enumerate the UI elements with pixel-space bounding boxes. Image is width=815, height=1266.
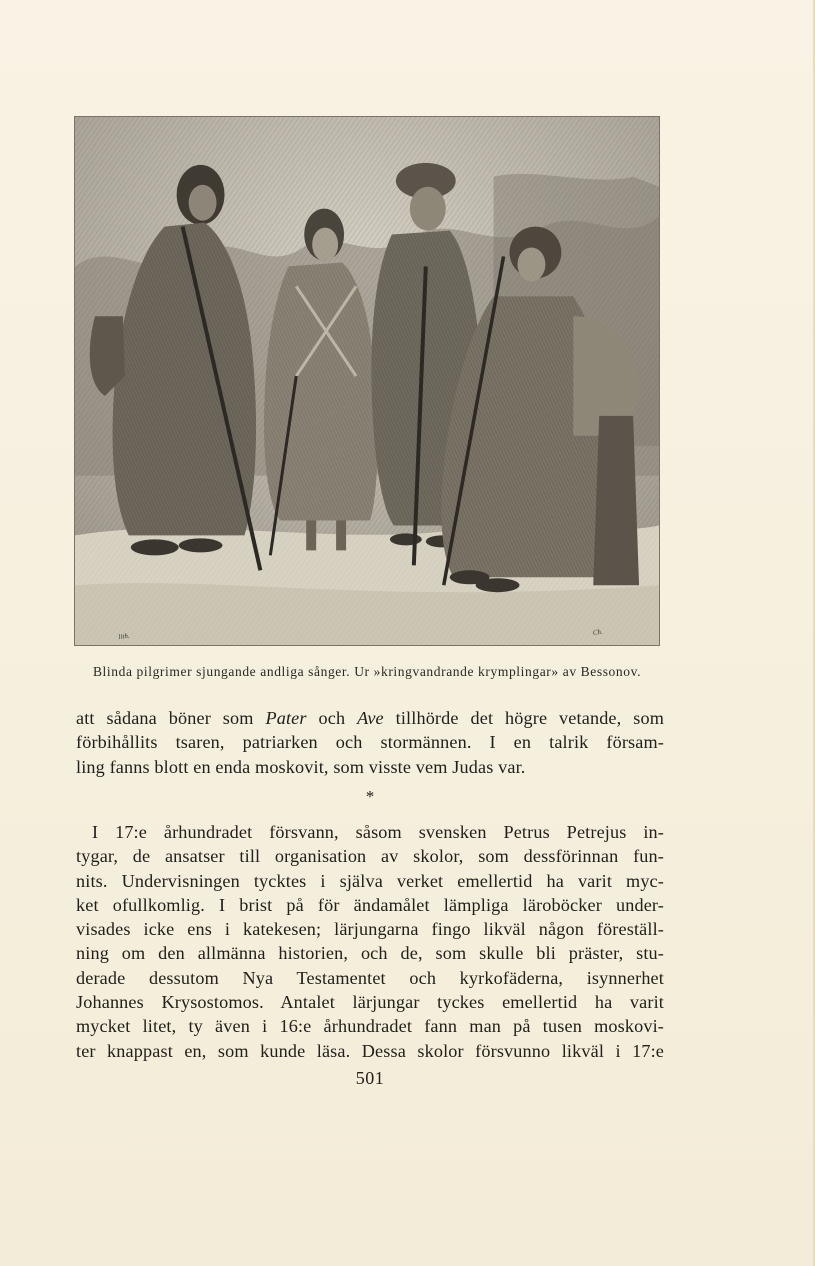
- paragraph-1-line-1: [76, 706, 664, 730]
- paragraph-2-line: tygar, de ansatser till organisation av skolor, som dessförinnan fun-: [76, 846, 664, 867]
- paragraph-2-line: mycket litet, ty även i 16:e århundradet fann man på tusen moskovi-: [76, 1016, 664, 1037]
- italic-term-pater: Pater: [265, 708, 307, 728]
- paragraph-1-line-2: förbihållits tsaren, patriarken och stormännen. I en talrik försam-: [76, 732, 664, 753]
- italic-term-ave: Ave: [357, 708, 384, 728]
- illustration-caption: Blinda pilgrimer sjungande andliga sånger. Ur »kringvandrande krymplingar» av Bessonov.: [92, 664, 642, 679]
- text-run: tillhörde det högre vetande, som: [383, 708, 664, 728]
- engraving-image: [75, 117, 659, 645]
- signature-left: lith.: [118, 631, 131, 642]
- paragraph-2-line: nits. Undervisningen tycktes i själva verket emellertid ha varit myc-: [76, 870, 664, 891]
- text-run: att sådana böner som: [76, 708, 266, 728]
- paragraph-2-line: ter knappast en, som kunde läsa. Dessa skolor försvunno likväl i 17:e: [76, 1040, 664, 1061]
- pilgrims-illustration: [74, 116, 660, 646]
- paragraph-2-line: ning om den allmänna historien, och de, som skulle bli präster, stu-: [76, 943, 664, 964]
- paragraph-2: [76, 820, 664, 1063]
- page-number: 501: [355, 1068, 385, 1088]
- section-separator: *: [365, 787, 375, 806]
- paragraph-2-line: Johannes Krysostomos. Antalet lärjungar tyckes emellertid ha varit: [76, 992, 664, 1013]
- paragraph-1: [76, 706, 664, 779]
- signature-right: Ch.: [592, 627, 604, 638]
- paragraph-2-line: derade dessutom Nya Testamentet och kyrkofäderna, isynnerhet: [76, 967, 664, 988]
- paragraph-2-line: I 17:e århundradet försvann, såsom svensken Petrus Petrejus in-: [92, 822, 664, 842]
- paragraph-2-line: visades icke ens i katekesen; lärjungarna fingo likväl någon föreställ-: [76, 919, 664, 940]
- paragraph-2-line: ket ofullkomlig. I brist på för ändamålet lämpliga läroböcker under-: [76, 894, 664, 915]
- paragraph-1-line-3: ling fanns blott en enda moskovit, som visste vem Judas var.: [76, 756, 526, 777]
- text-run: och: [306, 708, 358, 728]
